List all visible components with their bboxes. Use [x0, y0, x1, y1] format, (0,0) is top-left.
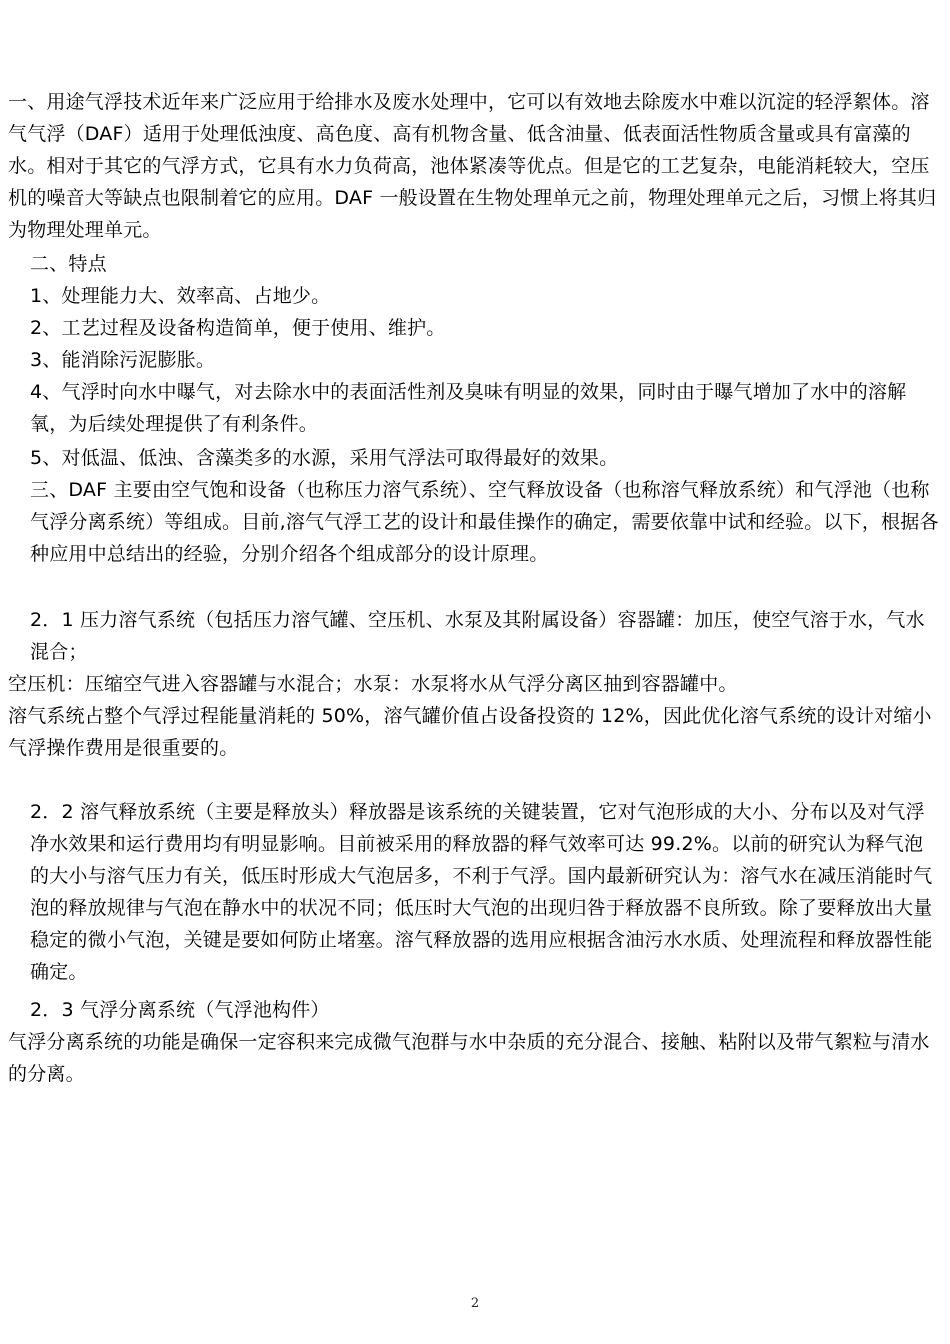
feature-item-1: 1、处理能力大、效率高、占地少。 — [30, 285, 331, 307]
section-2-2: 2．2 溶气释放系统（主要是释放头）释放器是该系统的关键装置，它对气泡形成的大小、分布以及对气浮净水效果和运行费用均有明显影响。目前被采用的释放器的释气效率可达 99.2%。以前的研究认为释气泡的大小与溶气压力有关，低压时形成大气泡居多，不利于气浮。国内最新研究认为：溶气水在减压消能时气泡的释放规律与气泡在静水中的状况不同；低压时大气泡的出现归咎于释放器不良所致。除了要释放出大量稳定的微小气泡，关键是要如何防止堵塞。溶气释放器的选用应根据含油污水水质、处理流程和释放器性能确定。 — [30, 801, 933, 983]
section-2-1: 2．1 压力溶气系统（包括压力溶气罐、空压机、水泵及其附属设备）容器罐：加压，使空气溶于水，气水混合； — [30, 609, 925, 663]
feature-item-2: 2、工艺过程及设备构造简单，便于使用、维护。 — [30, 317, 446, 339]
paragraph-composition: 三、DAF 主要由空气饱和设备（也称压力溶气系统）、空气释放设备（也称溶气释放系统）和气浮池（也称气浮分离系统）等组成。目前,溶气气浮工艺的设计和最佳操作的确定，需要依靠中试和经验。以下，根据各种应用中总结出的经验，分别介绍各个组成部分的设计原理。 — [30, 479, 939, 565]
section-2-3-heading: 2．3 气浮分离系统（气浮池构件） — [30, 999, 330, 1021]
page-number: 2 — [470, 1296, 480, 1311]
heading-features: 二、特点 — [30, 253, 107, 275]
paragraph-compressor: 空压机：压缩空气进入容器罐与水混合；水泵：水泵将水从气浮分离区抽到容器罐中。 — [8, 673, 738, 695]
feature-item-4: 4、气浮时向水中曝气，对去除水中的表面活性剂及臭味有明显的效果，同时由于曝气增加了水中的溶解氧，为后续处理提供了有利条件。 — [30, 381, 907, 435]
feature-item-5: 5、对低温、低浊、含藻类多的水源，采用气浮法可取得最好的效果。 — [30, 447, 619, 469]
paragraph-purpose: 一、用途气浮技术近年来广泛应用于给排水及废水处理中，它可以有效地去除废水中难以沉淀的轻浮絮体。溶气气浮（DAF）适用于处理低浊度、高色度、高有机物含量、低含油量、低表面活性物质含量或具有富藻的水。相对于其它的气浮方式，它具有水力负荷高，池体紧凑等优点。但是它的工艺复杂，电能消耗较大，空压机的噪音大等缺点也限制着它的应用。DAF 一般设置在生物处理单元之前，物理处理单元之后，习惯上将其归为物理处理单元。 — [8, 91, 937, 241]
paragraph-separation: 气浮分离系统的功能是确保一定容积来完成微气泡群与水中杂质的充分混合、接触、粘附以及带气絮粒与清水的分离。 — [8, 1031, 930, 1085]
feature-item-3: 3、能消除污泥膨胀。 — [30, 349, 216, 371]
paragraph-energy: 溶气系统占整个气浮过程能量消耗的 50%，溶气罐价值占设备投资的 12%，因此优化溶气系统的设计对缩小气浮操作费用是很重要的。 — [8, 705, 932, 759]
